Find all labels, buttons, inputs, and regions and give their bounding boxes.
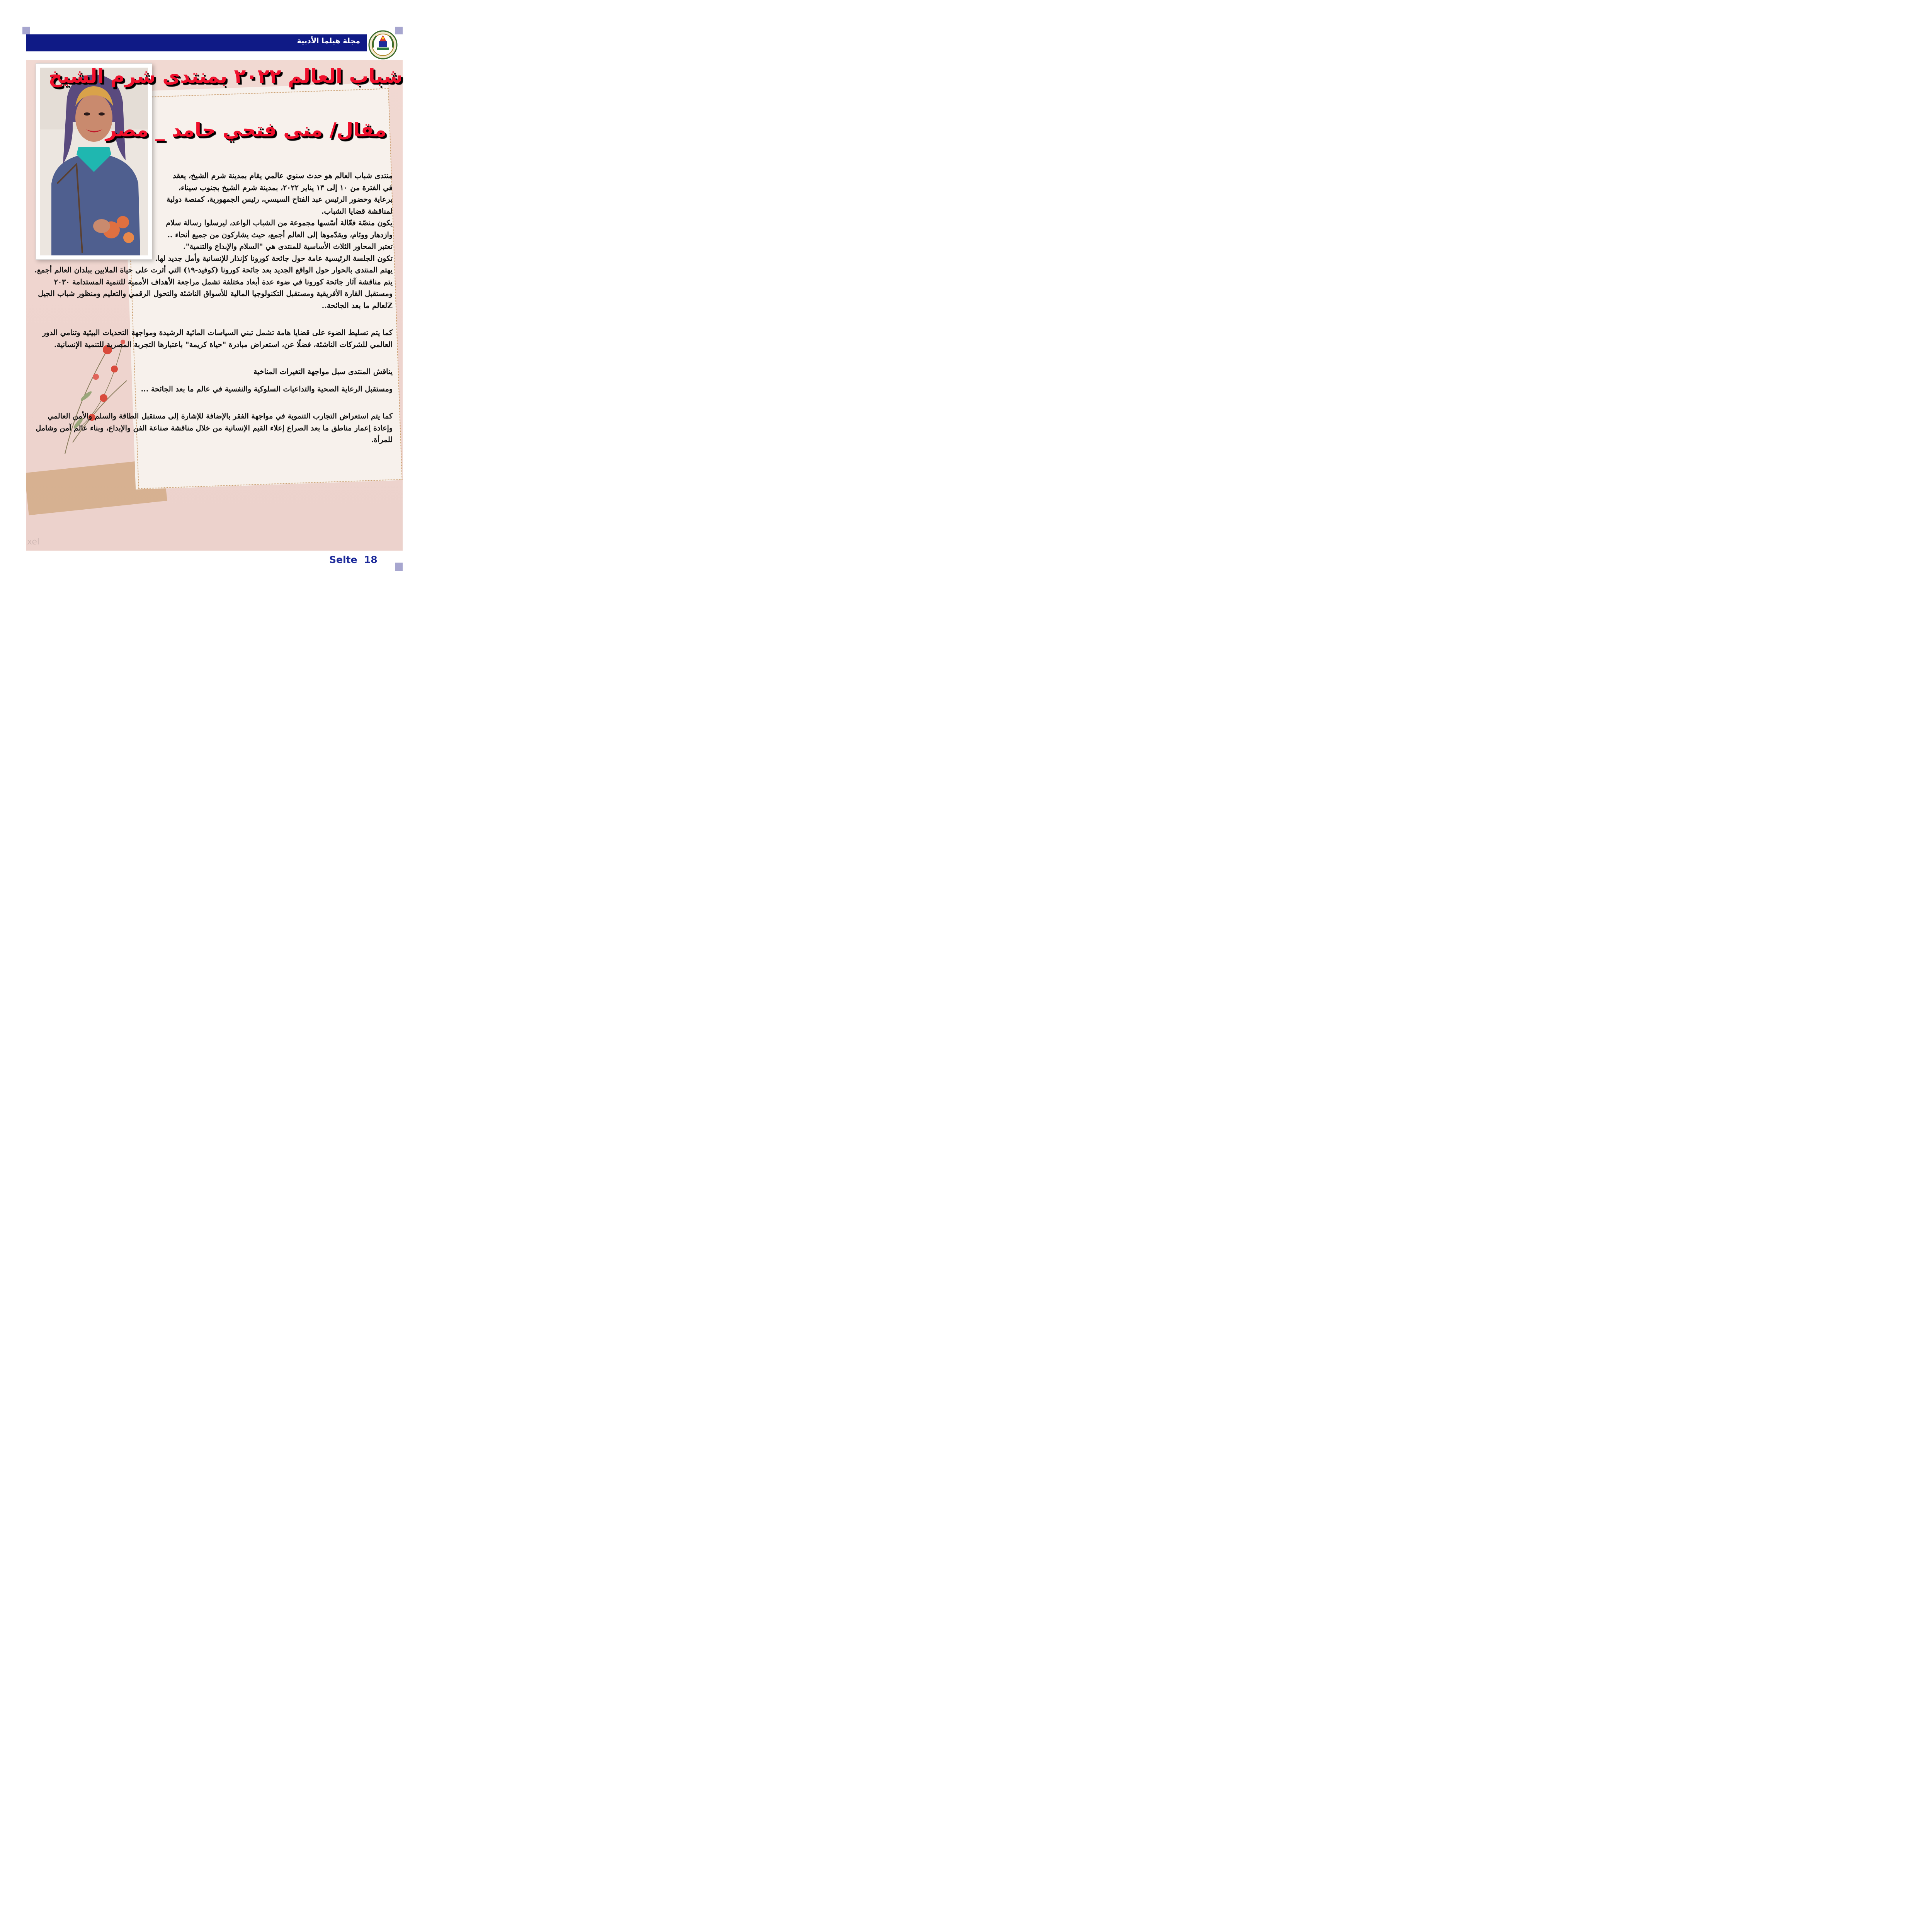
- paragraph: كما يتم تسليط الضوء على قضايا هامة تشمل تبني السياسات المائية الرشيدة ومواجهة التحديات البيئية وتنامي الدور العالمي للشركات الناشئة، فضلًا عن، استعراض مبادرة "حياة كريمة" باعتبارها التجربة المصرية للتنمية الإنسانية.: [42, 328, 393, 349]
- paragraph: ومستقبل الرعاية الصحية والتداعيات السلوكية والنفسية في عالم ما بعد الجائحة ...: [141, 384, 393, 393]
- paragraph: يتم مناقشة آثار جائحة كورونا في ضوء عدة أبعاد مختلفة تشمل مراجعة الأهداف الأممية للتنمية المستدامة ٢٠٣٠ ومستقبل القارة الأفريقية ومستقبل التكنولوجيا المالية للأسواق الناشئة والتحول الرقمي والتعليم ومنظور شباب الجيل Zلعالم ما بعد الجائحة..: [38, 277, 393, 310]
- paragraph: كما يتم استعراض التجارب التنموية في مواجهة الفقر بالإضافة للإشارة إلى مستقبل الطاقة والسلم والأمن العالمي وإعادة إعمار مناطق ما بعد الصراع إعلاء القيم الإنسانية من خلال مناقشة صناعة الفن والإبداع، وبناء عالم آمن وشامل للمرأة.: [36, 412, 393, 444]
- paragraph: يهتم المنتدى بالحوار حول الواقع الجديد بعد جائحة كورونا (كوفيد-١٩) التي أثرت على حياة الملايين ببلدان العالم أجمع.: [34, 266, 393, 274]
- magazine-name: مجلة هيلما الأدبية: [297, 37, 360, 45]
- article-body: [29, 170, 393, 446]
- magazine-crest-logo: [368, 30, 398, 60]
- paragraph: يكون منصّة فعّالة أسّسها مجموعة من الشباب الواعد، ليرسلوا رسالة سلام وازدهار ووئام، ويقدّموها إلى العالم أجمع، حيث يشاركون من جميع أنحاء ..: [166, 219, 393, 239]
- footer-square: [395, 563, 403, 571]
- article-byline: مقال/ منى فتحي حامد _ مصر: [105, 119, 386, 141]
- paragraph: يناقش المنتدى سبل مواجهة التغيرات المناخية: [253, 367, 393, 376]
- corner-square-top-left: [22, 27, 30, 34]
- paragraph: تكون الجلسة الرئيسية عامة حول جائحة كورونا كإنذار للإنسانية وأمل جديد لها.: [155, 254, 393, 263]
- header-bar: [26, 34, 367, 51]
- page-number: Selte 18: [329, 554, 378, 565]
- intro-column: [165, 170, 393, 241]
- paragraph: منتدى شباب العالم هو حدث سنوي عالمي يقام بمدينة شرم الشيخ، يعقد في الفترة من ١٠ إلى ١٣ يناير ٢٠٢٢، بمدينة شرم الشيخ بجنوب سيناء، برعاية وحضور الرئيس عبد الفتاح السيسي، رئيس الجمهورية، كمنصة دولية لمناقشة قضايا الشباب.: [166, 172, 393, 216]
- article-title: شباب العالم ٢٠٢٢ بمنتدى شرم الشيخ: [48, 65, 403, 87]
- paragraph: تعتبر المحاور الثلاث الأساسية للمنتدى هي "السلام والإبداع والتنمية".: [183, 242, 393, 251]
- watermark: xel: [27, 537, 39, 547]
